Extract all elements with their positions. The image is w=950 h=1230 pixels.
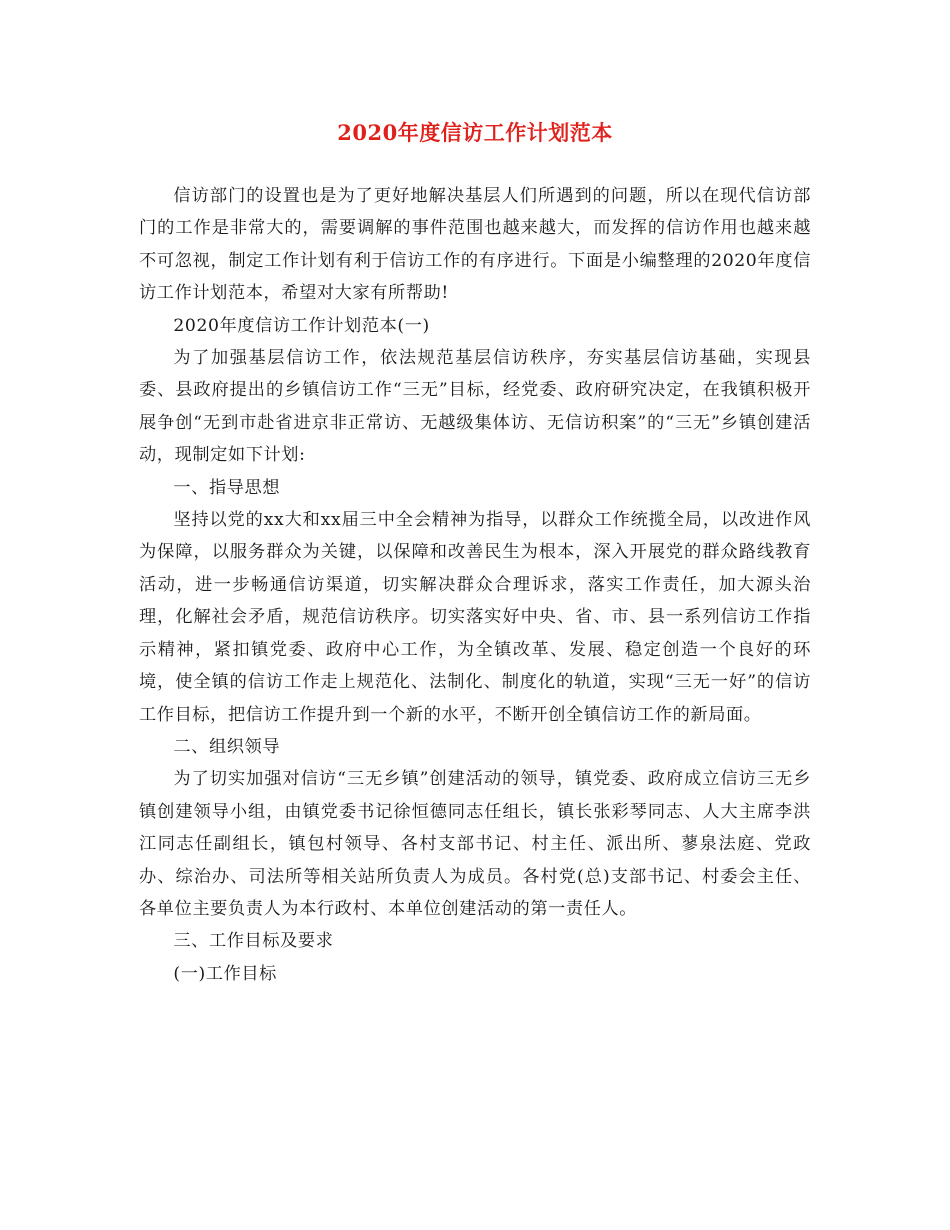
plan-intro-paragraph: 为了加强基层信访工作，依法规范基层信访秩序，夯实基层信访基础，实现县委、县政府提出的乡镇信访工作“三无”目标，经党委、政府研究决定，在我镇积极开展争创“无到市赴省进京非正常访、无越级集体访、无信访积案”的“三无”乡镇创建活动，现制定如下计划: <box>139 348 811 466</box>
section-heading-organization: 二、组织领导 <box>173 736 281 757</box>
section-heading-plan-one: 2020年度信访工作计划范本(一) <box>173 315 430 336</box>
intro-paragraph: 信访部门的设置也是为了更好地解决基层人们所遇到的问题，所以在现代信访部门的工作是非常大的，需要调解的事件范围也越来越大，而发挥的信访作用也越来越不可忽视，制定工作计划有利于信访工作的有序进行。下面是小编整理的2020年度信访工作计划范本，希望对大家有所帮助! <box>139 186 811 304</box>
subsection-heading-work-goals: (一)工作目标 <box>173 963 277 984</box>
document-page <box>139 118 811 990</box>
document-title: 2020年度信访工作计划范本 <box>337 120 613 145</box>
guiding-thought-paragraph: 坚持以党的xx大和xx届三中全会精神为指导，以群众工作统揽全局，以改进作风为保障，以服务群众为关键，以保障和改善民生为根本，深入开展党的群众路线教育活动，进一步畅通信访渠道，切实解决群众合理诉求，落实工作责任，加大源头治理，化解社会矛盾，规范信访秩序。切实落实好中央、省、市、县一系列信访工作指示精神，紧扣镇党委、政府中心工作，为全镇改革、发展、稳定创造一个良好的环境，使全镇的信访工作走上规范化、法制化、制度化的轨道，实现“三无一好”的信访工作目标，把信访工作提升到一个新的水平，不断开创全镇信访工作的新局面。 <box>139 510 811 725</box>
section-heading-guiding-thought: 一、指导思想 <box>173 477 281 498</box>
section-heading-goals: 三、工作目标及要求 <box>173 931 334 952</box>
organization-paragraph: 为了切实加强对信访“三无乡镇”创建活动的领导，镇党委、政府成立信访三无乡镇创建领导小组，由镇党委书记徐恒德同志任组长，镇长张彩琴同志、人大主席李洪江同志任副组长，镇包村领导、各村支部书记、村主任、派出所、蓼泉法庭、党政办、综治办、司法所等相关站所负责人为成员。各村党(总)支部书记、村委会主任、各单位主要负责人为本行政村、本单位创建活动的第一责任人。 <box>139 769 811 919</box>
